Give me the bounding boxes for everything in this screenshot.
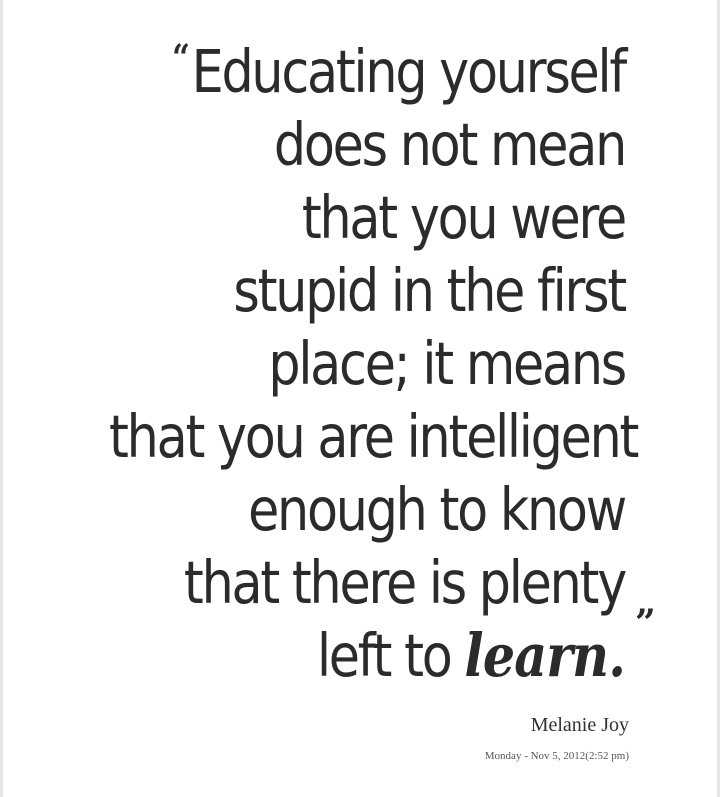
- quote-line: [109, 22, 625, 108]
- quote-line: place; it means: [268, 329, 625, 398]
- quote-line: that you are intelligent: [109, 402, 638, 471]
- quote-line: enough to know: [248, 475, 625, 544]
- quote-dateline: Monday - Nov 5, 2012(2:52 pm): [484, 750, 629, 762]
- quote-block: [25, 22, 638, 692]
- quote-line: stupid in the first: [233, 256, 625, 325]
- quote-line: does not mean: [273, 110, 625, 179]
- quote-last-line: [109, 619, 625, 692]
- close-quote-mark: ”: [635, 602, 654, 644]
- quote-line: that there is plenty: [183, 548, 625, 617]
- open-quote-mark: “: [172, 37, 189, 79]
- quote-emphasis-word: learn.: [464, 621, 625, 690]
- quote-line-text: Educating yourself: [191, 37, 625, 106]
- quote-line: that you were: [301, 183, 625, 252]
- quote-last-line-prefix: left to: [316, 621, 465, 690]
- author-name: Melanie Joy: [530, 714, 629, 736]
